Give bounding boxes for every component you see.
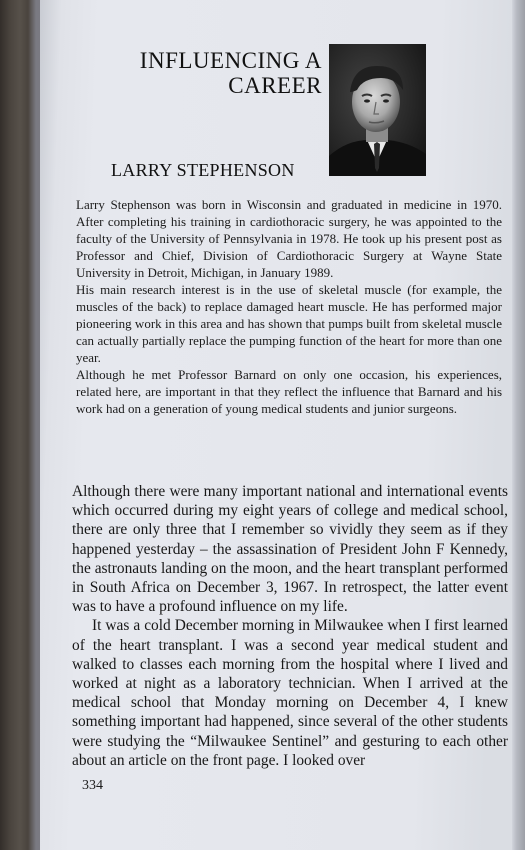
bio-paragraph: Larry Stephenson was born in Wisconsin and graduated in medicine in 1970. After completing his training in cardiothoracic surgery, he was appointed to the faculty of the University of Pennsylvania in 1978. He took up his present post as Professor and Chief, Division of Cardiothoracic Surgery at Wayne State University in Detroit, Michigan, in January 1989. — [76, 197, 502, 280]
author-portrait-image — [329, 44, 426, 176]
author-name: LARRY STEPHENSON — [111, 160, 295, 180]
body-paragraph: Although there were many important national and international events which occurred during my eight years of college and medical school, there are only three that I remember so vividly they seem as if they happened yesterday – the assassination of President John F Kennedy, the astronauts landing on the moon, and the heart transplant performed in South Africa on December 3, 1967. In retrospect, the latter event was to have a profound influence on my life. — [72, 483, 508, 616]
body-paragraph: It was a cold December morning in Milwaukee when I first learned of the heart transplant. I was a second year medical student and walked to classes each morning from the hospital where I lived and worked at night as a laboratory technician. When I arrived at the medical school that Monday morning on December 4, I knew something important had happened, since several of the other students were studying the “Milwaukee Sentinel” and gesturing to each other about an article on the front page. I looked over — [72, 617, 508, 769]
author-bio — [76, 196, 502, 417]
chapter-title-line-1: INFLUENCING A — [139, 48, 322, 73]
bio-paragraph: Although he met Professor Barnard on only one occasion, his experiences, related here, are important in that they reflect the influence that Barnard and his work had on a generation of young medical students and junior surgeons. — [76, 367, 502, 416]
bio-paragraph: His main research interest is in the use of skeletal muscle (for example, the muscles of the back) to replace damaged heart muscle. He has performed major pioneering work in this area and has shown that pumps built from skeletal muscle can actually partially replace the pumping function of the heart for more than one year. — [76, 282, 502, 365]
page-number: 334 — [82, 778, 103, 793]
author-portrait — [329, 44, 426, 176]
chapter-body — [72, 482, 508, 770]
book-page — [40, 0, 512, 850]
page-edge — [511, 0, 525, 850]
chapter-title — [62, 48, 322, 98]
chapter-title-line-2: CAREER — [228, 73, 322, 98]
